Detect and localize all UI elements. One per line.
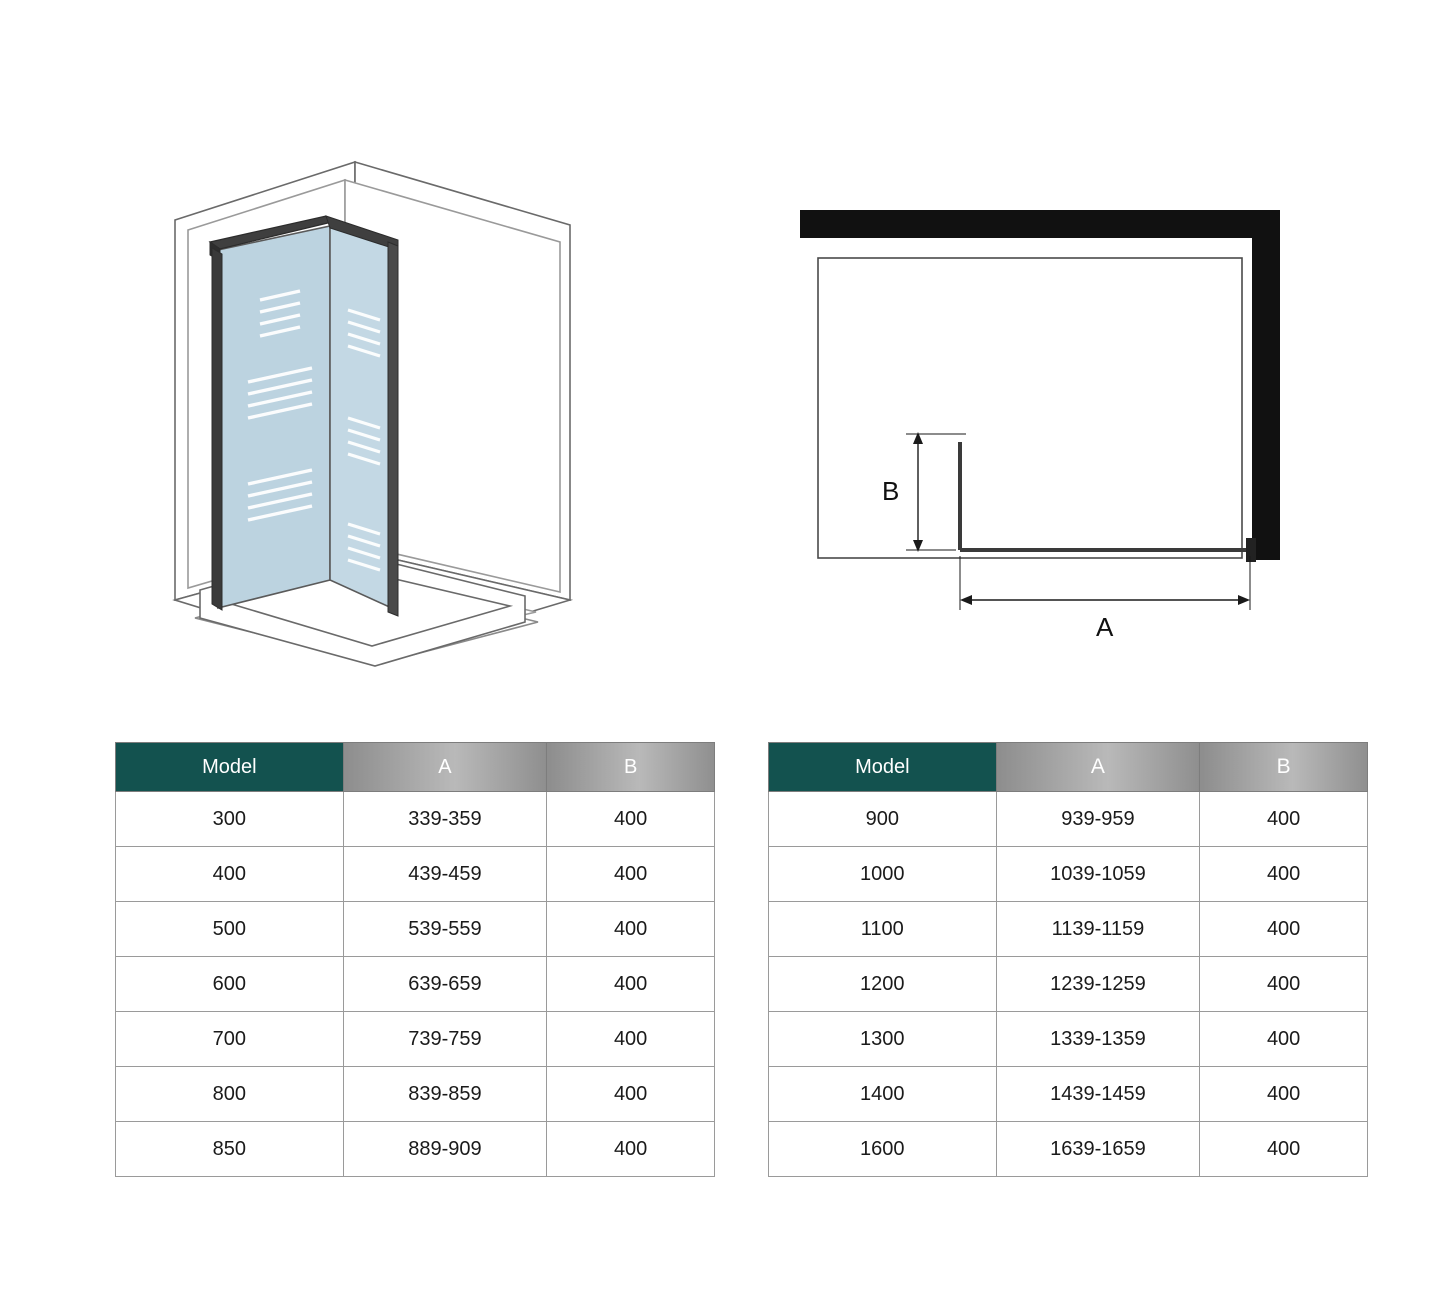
cell-b: 400: [1200, 1122, 1368, 1177]
cell-a: 889-909: [343, 1122, 547, 1177]
cell-model: 850: [116, 1122, 344, 1177]
cell-model: 1300: [769, 1012, 997, 1067]
cell-a: 1139-1159: [996, 902, 1200, 957]
table-row: [116, 1122, 715, 1177]
cell-b: 400: [547, 957, 715, 1012]
cell-b: 400: [1200, 1012, 1368, 1067]
dimension-label-b: B: [882, 476, 900, 506]
cell-model: 1100: [769, 902, 997, 957]
cell-model: 1600: [769, 1122, 997, 1177]
cell-a: 839-859: [343, 1067, 547, 1122]
cell-model: 300: [116, 792, 344, 847]
table-row: [116, 1012, 715, 1067]
table-row: [769, 1012, 1368, 1067]
perspective-svg: [140, 130, 640, 690]
header-b: B: [1200, 743, 1368, 792]
table-header-row: [116, 743, 715, 792]
table-row: [116, 847, 715, 902]
top-view-dimension-figure: [760, 180, 1320, 650]
top-view-svg: [760, 180, 1320, 650]
cell-model: 700: [116, 1012, 344, 1067]
cell-a: 639-659: [343, 957, 547, 1012]
cell-b: 400: [1200, 1067, 1368, 1122]
cell-a: 939-959: [996, 792, 1200, 847]
table-row: [769, 902, 1368, 957]
cell-a: 1039-1059: [996, 847, 1200, 902]
cell-a: 1339-1359: [996, 1012, 1200, 1067]
cell-a: 1639-1659: [996, 1122, 1200, 1177]
cell-a: 1239-1259: [996, 957, 1200, 1012]
cell-b: 400: [547, 1012, 715, 1067]
shower-panel-perspective-figure: [140, 130, 640, 690]
table-row: [769, 1122, 1368, 1177]
cell-a: 439-459: [343, 847, 547, 902]
cell-b: 400: [1200, 847, 1368, 902]
header-model: Model: [116, 743, 344, 792]
header-a: A: [343, 743, 547, 792]
cell-b: 400: [547, 847, 715, 902]
cell-model: 600: [116, 957, 344, 1012]
header-a: A: [996, 743, 1200, 792]
table-row: [769, 1067, 1368, 1122]
cell-b: 400: [1200, 792, 1368, 847]
cell-b: 400: [1200, 902, 1368, 957]
cell-b: 400: [547, 902, 715, 957]
cell-b: 400: [1200, 957, 1368, 1012]
dimension-label-a: A: [1096, 612, 1114, 642]
header-model: Model: [769, 743, 997, 792]
cell-a: 539-559: [343, 902, 547, 957]
table-row: [769, 792, 1368, 847]
cell-a: 1439-1459: [996, 1067, 1200, 1122]
cell-b: 400: [547, 1122, 715, 1177]
model-size-table-large: [768, 742, 1368, 1177]
cell-b: 400: [547, 792, 715, 847]
cell-model: 1000: [769, 847, 997, 902]
model-size-table-small: [115, 742, 715, 1177]
cell-a: 739-759: [343, 1012, 547, 1067]
header-b: B: [547, 743, 715, 792]
table-row: [116, 957, 715, 1012]
cell-b: 400: [547, 1067, 715, 1122]
cell-model: 1400: [769, 1067, 997, 1122]
cell-a: 339-359: [343, 792, 547, 847]
table-header-row: [769, 743, 1368, 792]
cell-model: 1200: [769, 957, 997, 1012]
table-row: [116, 792, 715, 847]
cell-model: 900: [769, 792, 997, 847]
cell-model: 800: [116, 1067, 344, 1122]
table-row: [116, 1067, 715, 1122]
table-row: [116, 902, 715, 957]
cell-model: 400: [116, 847, 344, 902]
cell-model: 500: [116, 902, 344, 957]
table-row: [769, 957, 1368, 1012]
table-row: [769, 847, 1368, 902]
